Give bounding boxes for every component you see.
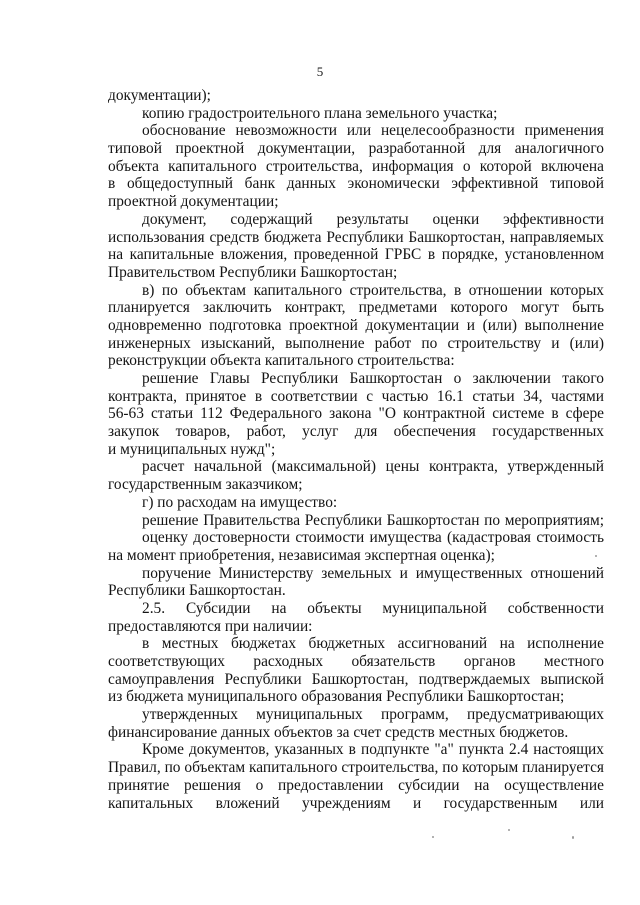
text-line: в общедоступный банк данных экономически эффективной типовой [108, 175, 604, 193]
text-line: расчет начальной (максимальной) цены контракта, утвержденный [142, 458, 604, 476]
scan-speck [432, 836, 434, 838]
text-line: г) по расходам на имущество: [142, 493, 338, 511]
text-line: документ, содержащий результаты оценки эффективности [142, 210, 604, 228]
text-line: проектной документации; [108, 193, 279, 211]
text-line: 2.5. Субсидии на объекты муниципальной собственности [142, 599, 604, 617]
text-line: капитальных вложений учреждениям и государственным или [108, 794, 604, 812]
document-body [108, 87, 604, 812]
scan-speck [508, 829, 510, 831]
text-line: планируется заключить контракт, предметами которого могут быть [108, 299, 604, 317]
text-line: на капитальные вложения, проведенной ГРБС в порядке, установленном [108, 246, 604, 264]
text-line: Кроме документов, указанных в подпункте "а" пункта 2.4 настоящих [142, 741, 604, 759]
text-line: соответствующих расходных обязательств органов местного [108, 653, 604, 670]
text-line: документации); [108, 87, 211, 104]
text-line: принятие решения о предоставлении субсидии на осуществление [108, 776, 604, 794]
text-line: использования средств бюджета Республики Башкортостан, направляемых [108, 228, 604, 246]
text-line: реконструкции объекта капитального строительства: [108, 352, 455, 370]
text-line: государственным заказчиком; [108, 476, 303, 494]
text-line: объекта капитального строительства, информация о которой включена [108, 157, 604, 175]
scan-speck [572, 836, 574, 839]
text-line: в) по объектам капитального строительства, в отношении которых [142, 281, 604, 299]
text-line: и муниципальных нужд"; [108, 440, 276, 458]
text-line: одновременно подготовка проектной документации и (или) выполнение [108, 316, 604, 334]
text-line: Республики Башкортостан. [108, 582, 286, 600]
text-line: типовой проектной документации, разработанной для аналогичного [108, 140, 604, 158]
text-line: утвержденных муниципальных программ, предусматривающих [142, 706, 604, 724]
text-line: оценку достоверности стоимости имущества (кадастровая стоимость [142, 529, 604, 547]
text-line: копию градостроительного плана земельного участка; [142, 104, 498, 122]
text-line: обоснование невозможности или нецелесообразности применения [142, 122, 604, 140]
text-line: финансирование данных объектов за счет средств местных бюджетов. [108, 723, 569, 741]
text-line: закупок товаров, работ, услуг для обеспечения государственных [108, 423, 604, 441]
scan-speck [595, 555, 597, 557]
text-line: самоуправления Республики Башкортостан, подтверждаемых выпиской [108, 670, 604, 688]
page-number: 5 [316, 64, 324, 79]
text-line: инженерных изысканий, выполнение работ по строительству и (или) [108, 334, 604, 352]
text-line: предоставляются при наличии: [108, 617, 313, 635]
text-line: решение Правительства Республики Башкортостан по мероприятиям; [142, 511, 604, 529]
text-line: Правил, по объектам капитального строительства, по которым планируется [108, 759, 604, 777]
text-line: из бюджета муниципального образования Республики Башкортостан; [108, 688, 565, 706]
text-line: Правительством Республики Башкортостан; [108, 263, 398, 281]
text-line: поручение Министерству земельных и имущественных отношений [142, 564, 604, 582]
text-line: контракта, принятое в соответствии с частью 16.1 статьи 34, частями [108, 387, 604, 405]
text-line: решение Главы Республики Башкортостан о заключении такого [142, 370, 604, 387]
text-line: в местных бюджетах бюджетных ассигнований на исполнение [142, 635, 604, 653]
text-line: на момент приобретения, независимая экспертная оценка); [108, 546, 495, 564]
text-line: 56-63 статьи 112 Федерального закона "О контрактной системе в сфере [108, 405, 604, 423]
